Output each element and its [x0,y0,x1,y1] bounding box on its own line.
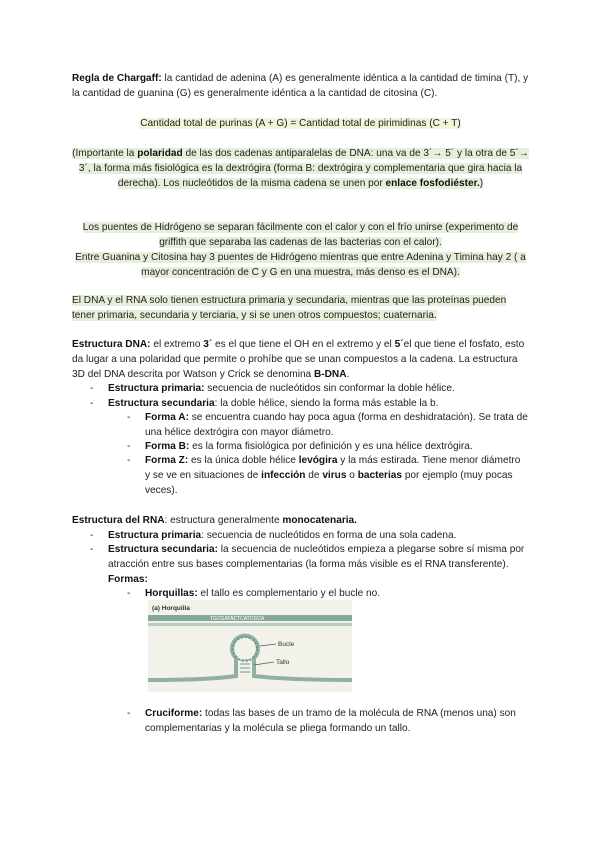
bucle-pointer [260,644,276,646]
cruciforme-item: Cruciforme: todas las bases de un tramo de la molécula de RNA (menos una) son complementarias y la molécula se pliega formando un tallo. [145,708,516,734]
bullet-dash: - [90,544,94,555]
forma-b-item: Forma B: es la forma fisiológica por definición y es una hélice dextrógira. [145,441,473,452]
dna-paragraph: Estructura DNA: el extremo 3´ es el que tiene el OH en el extremo y el 5´el que tiene el fosfato, esto da lugar a una polaridad que permite o prohíbe que se unan compuestos a la cadena. La estructura 3D del DNA descrita por Watson y Crick se denomina B-DNA. [72,339,525,380]
polaridad-text: (Importante la polaridad de las dos cadenas antiparalelas de DNA: una va de 3´→ 5´ y la otra de 5´→ 3´, la forma más fisiológica es la dextrógira (forma B: dextrógira y complementaria que gira hacia la derecha). Los nucleótidos de la misma cadena se unen por enlace fosfodiéster.) [72,148,529,189]
tallo-label: Tallo [276,659,290,666]
figure-title: (a) Horquilla [152,605,190,612]
chargaff-paragraph [72,71,529,101]
chargaff-title: Regla de Chargaff: [72,73,162,84]
puentes-paragraph [72,220,529,280]
dna-secondary-item: Estructura secundaria: la doble hélice, siendo la forma más estable la b. [108,398,439,409]
polaridad-paragraph [72,146,529,191]
puentes-line1: Los puentes de Hidrógeno se separan fácilmente con el calor y con el frío unirse (experimento de griffith que separaba las cadenas de las bacterias con el calor). [82,222,519,248]
hairpin-diagram [148,600,352,692]
bucle-label: Bucle [278,641,295,648]
bullet-dash: - [127,412,131,423]
hairpin-strand [148,636,352,680]
hairpin-figure [148,600,352,692]
chargaff-formula: Cantidad total de purinas (A + G) = Cantidad total de pirimidinas (C + T) [140,118,461,129]
tallo-pointer [254,662,274,665]
bullet-dash: - [90,398,94,409]
bullet-dash: - [127,708,131,719]
chargaff-formula-line [72,116,529,131]
rna-strand-bottom [148,623,352,626]
forma-z-item: Forma Z: es la única doble hélice levógira y la más estirada. Tiene menor diámetro y se ve en situaciones de infección de virus o bacterias por ejemplo (muy pocas veces). [145,455,521,496]
forma-a-item: Forma A: se encuentra cuando hay poca agua (forma en deshidratación). Se trata de una hélice dextrógira con mayor diámetro. [145,412,528,438]
dna-primary-item: Estructura primaria: secuencia de nucleótidos sin conformar la doble hélice. [108,383,455,394]
puentes-line2: Entre Guanina y Citosina hay 3 puentes de Hidrógeno mientras que entre Adenina y Timina hay 2 ( a mayor concentración de C y G en una muestra, más denso es el DNA). [75,252,526,278]
bullet-dash: - [127,441,131,452]
bullet-dash: - [90,530,94,541]
estructuras-note [72,293,529,323]
rna-paragraph: Estructura del RNA: estructura generalmente monocatenaria. [72,515,357,526]
rna-primary-item: Estructura primaria: secuencia de nucleótidos en forma de una sola cadena. [108,530,457,541]
bullet-dash: - [127,588,131,599]
bullet-dash: - [127,455,131,466]
figure-sequence: TGCGATACTCATCGCA [210,616,265,622]
horquillas-item: Horquillas: el tallo es complementario y el bucle no. [145,588,381,599]
estructuras-note-text: El DNA y el RNA solo tienen estructura primaria y secundaria, mientras que las proteínas pueden tener primaria, secundaria y terciaria, y si se unen otros compuestos; cuaternaria. [72,295,507,321]
rna-secondary-item: Estructura secundaria: la secuencia de nucleótidos empieza a plegarse sobre sí misma por atracción entre sus bases complementarias (la forma más visible es el RNA transferente). Formas: [108,544,525,585]
chargaff-body: la cantidad de adenina (A) es generalmente idéntica a la cantidad de timina (T), y la cantidad de guanina (G) es generalmente idéntica a la cantidad de citosina (C). [72,73,529,99]
bullet-dash: - [90,383,94,394]
